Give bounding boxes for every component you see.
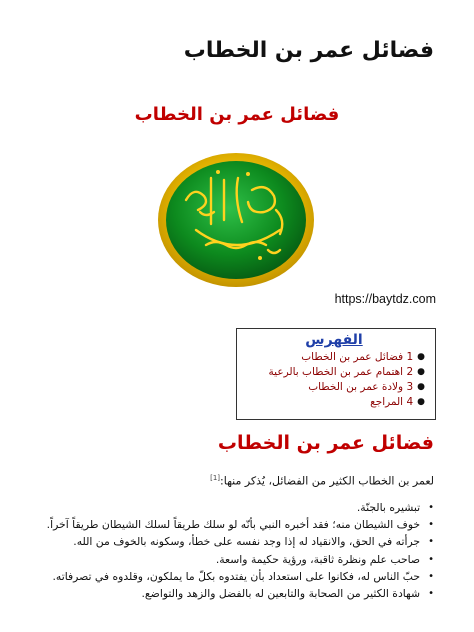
- toc-item-label[interactable]: 3 ولادة عمر بن الخطاب: [308, 381, 414, 393]
- site-url[interactable]: https://baytdz.com: [334, 292, 436, 306]
- list-item-text: صاحب علم ونظرة ثاقبة، ورؤية حكيمة واسعة.: [215, 552, 421, 566]
- intro-paragraph: [34, 474, 434, 488]
- bullet-icon: •: [428, 536, 434, 548]
- intro-text: لعمر بن الخطاب الكثير من الفضائل، يُذكر منها:: [220, 474, 434, 488]
- bullet-icon: •: [428, 519, 434, 531]
- bullet-icon: •: [428, 588, 434, 600]
- bullet-icon: •: [428, 570, 434, 582]
- list-item: [24, 516, 434, 533]
- list-item: [24, 551, 434, 568]
- bullet-icon: ●: [417, 397, 425, 407]
- list-item: [24, 568, 434, 585]
- toc-item[interactable]: [243, 365, 425, 380]
- list-item: [24, 533, 434, 550]
- list-item-text: تبشيره بالجنّة.: [356, 501, 421, 514]
- list-item-text: جرأته في الحق، والانقياد له إذا وجد نفسه على خطأ، وسكونه بالخوف من الله.: [73, 535, 421, 549]
- list-item-text: حبّ الناس له، فكانوا على استعداد بأن يفتدوه بكلّ ما يملكون، وقلدوه في تصرفاته.: [52, 569, 421, 583]
- bullet-icon: ●: [417, 382, 425, 392]
- toc-list: [243, 350, 425, 410]
- calligraphy-seal-image: [156, 150, 316, 290]
- toc-item-label[interactable]: 1 فضائل عمر بن الخطاب: [301, 351, 414, 363]
- toc-item-label[interactable]: 4 المراجع: [370, 396, 414, 408]
- bullet-icon: ●: [417, 367, 425, 377]
- section-heading: فضائل عمر بن الخطاب: [217, 432, 434, 454]
- table-of-contents: [236, 328, 436, 420]
- toc-item[interactable]: [243, 380, 425, 395]
- bullet-icon: •: [428, 502, 434, 513]
- calligraphy-emblem: [156, 150, 316, 290]
- toc-item-label[interactable]: 2 اهتمام عمر بن الخطاب بالرعية: [268, 366, 414, 378]
- red-subheading: فضائل عمر بن الخطاب: [134, 104, 340, 125]
- toc-title: الفهرس: [305, 332, 363, 348]
- document-title: فضائل عمر بن الخطاب: [183, 38, 434, 63]
- bullet-icon: •: [428, 553, 434, 565]
- bullet-icon: ●: [417, 352, 425, 362]
- list-item-text: خوف الشيطان منه؛ فقد أخبره النبي بأنّه لو سلك طريقاً لسلك الشيطان طريقاً آخراً.: [46, 518, 421, 532]
- list-item: [24, 585, 434, 602]
- list-item: [24, 499, 434, 516]
- citation-ref[interactable]: [1]: [210, 474, 221, 482]
- toc-item[interactable]: [243, 350, 425, 365]
- virtues-list: [24, 499, 434, 602]
- list-item-text: شهادة الكثير من الصحابة والتابعين له بالفضل والزهد والتواضع.: [141, 587, 421, 601]
- toc-item[interactable]: [243, 395, 425, 410]
